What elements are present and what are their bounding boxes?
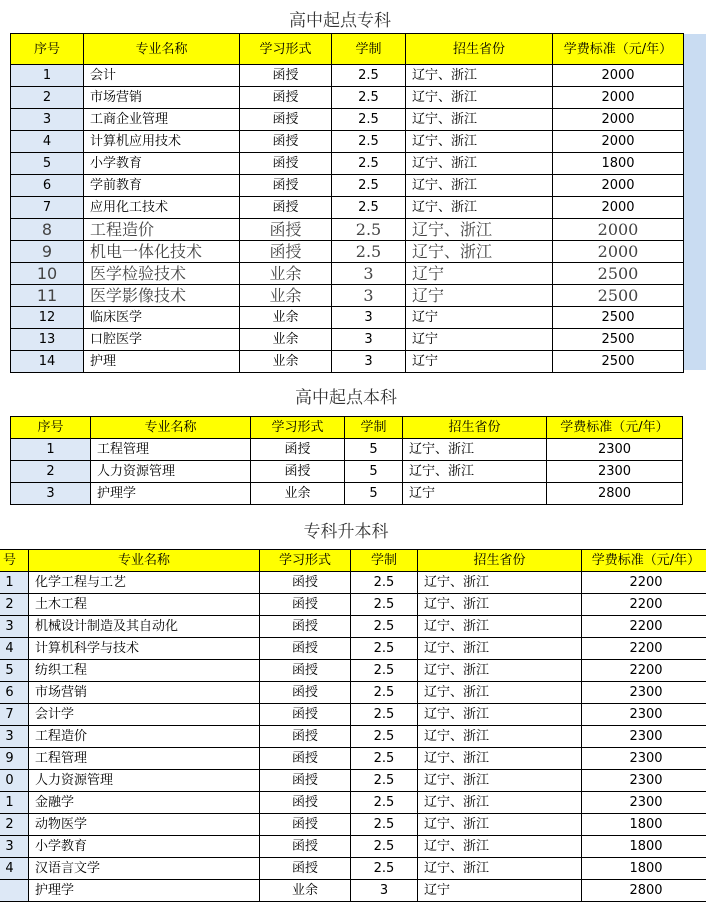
cell-major-name: 口腔医学 (84, 329, 240, 351)
cell-study-mode: 函授 (260, 792, 351, 814)
cell-provinces: 辽宁、浙江 (406, 219, 553, 241)
table-row (0, 704, 706, 726)
table-row (0, 770, 706, 792)
cell-duration: 3 (332, 285, 406, 307)
cell-major-name: 土木工程 (29, 594, 260, 616)
table-row (11, 285, 684, 307)
table-row (0, 660, 706, 682)
cell-study-mode: 函授 (240, 175, 332, 197)
cell-duration: 2.5 (351, 814, 418, 836)
cell-major-name: 工程造价 (84, 219, 240, 241)
column-header-provinces: 招生省份 (418, 550, 582, 572)
cell-seq: 2 (0, 594, 29, 616)
cell-seq: 3 (0, 836, 29, 858)
cell-seq: 12 (11, 307, 84, 329)
cell-duration: 2.5 (332, 241, 406, 263)
cell-duration: 2.5 (351, 660, 418, 682)
cell-tuition: 2200 (582, 616, 706, 638)
table-row (0, 858, 706, 880)
cell-study-mode: 业余 (240, 307, 332, 329)
cell-study-mode: 函授 (260, 638, 351, 660)
cell-tuition: 2300 (582, 704, 706, 726)
cell-tuition: 2000 (553, 65, 684, 87)
cell-provinces: 辽宁、浙江 (406, 109, 553, 131)
table-row (0, 880, 706, 902)
table-row (11, 109, 684, 131)
cell-tuition: 2300 (582, 748, 706, 770)
cell-tuition: 2000 (553, 175, 684, 197)
cell-provinces: 辽宁、浙江 (406, 87, 553, 109)
column-header-tuition: 学费标准（元/年） (547, 417, 683, 439)
cell-duration: 3 (332, 263, 406, 285)
cell-provinces: 辽宁、浙江 (406, 241, 553, 263)
cell-seq: 0 (0, 770, 29, 792)
cell-study-mode: 函授 (240, 65, 332, 87)
cell-major-name: 机电一体化技术 (84, 241, 240, 263)
cell-tuition: 2200 (582, 660, 706, 682)
cell-seq: 6 (0, 682, 29, 704)
cell-tuition: 1800 (582, 814, 706, 836)
cell-provinces: 辽宁、浙江 (418, 858, 582, 880)
cell-seq (0, 880, 29, 902)
cell-tuition: 2300 (582, 726, 706, 748)
cell-seq: 11 (11, 285, 84, 307)
cell-tuition: 1800 (553, 153, 684, 175)
cell-study-mode: 业余 (251, 483, 345, 505)
cell-major-name: 机械设计制造及其自动化 (29, 616, 260, 638)
cell-study-mode: 业余 (240, 329, 332, 351)
cell-major-name: 学前教育 (84, 175, 240, 197)
column-header-provinces: 招生省份 (406, 34, 553, 65)
table-row (0, 792, 706, 814)
cell-study-mode: 业余 (240, 285, 332, 307)
cell-duration: 3 (332, 329, 406, 351)
table-header-row (0, 550, 706, 572)
cell-duration: 2.5 (332, 87, 406, 109)
table-row (0, 836, 706, 858)
cell-duration: 2.5 (332, 153, 406, 175)
cell-major-name: 工程造价 (29, 726, 260, 748)
column-header-major-name: 专业名称 (29, 550, 260, 572)
cell-tuition: 2200 (582, 594, 706, 616)
cell-tuition: 2300 (582, 770, 706, 792)
cell-provinces: 辽宁、浙江 (406, 131, 553, 153)
cell-tuition: 2300 (582, 792, 706, 814)
cell-seq: 3 (11, 109, 84, 131)
cell-seq: 5 (0, 660, 29, 682)
table-row (11, 329, 684, 351)
cell-seq: 6 (11, 175, 84, 197)
cell-duration: 3 (332, 307, 406, 329)
table-gaozhong-zhuanke (10, 33, 684, 373)
cell-study-mode: 函授 (240, 153, 332, 175)
cell-seq: 1 (11, 439, 91, 461)
cell-tuition: 2800 (582, 880, 706, 902)
cell-provinces: 辽宁 (418, 880, 582, 902)
cell-major-name: 汉语言文学 (29, 858, 260, 880)
cell-major-name: 市场营销 (84, 87, 240, 109)
cell-duration: 2.5 (351, 858, 418, 880)
cell-major-name: 会计学 (29, 704, 260, 726)
cell-duration: 2.5 (351, 616, 418, 638)
cell-duration: 2.5 (351, 770, 418, 792)
cell-tuition: 2300 (582, 682, 706, 704)
column-header-major-name: 专业名称 (84, 34, 240, 65)
cell-seq: 3 (0, 616, 29, 638)
cell-duration: 2.5 (332, 197, 406, 219)
cell-seq: 3 (0, 726, 29, 748)
cell-provinces: 辽宁、浙江 (418, 704, 582, 726)
cell-provinces: 辽宁 (406, 263, 553, 285)
cell-major-name: 人力资源管理 (91, 461, 251, 483)
cell-seq: 1 (0, 792, 29, 814)
cell-seq: 7 (11, 197, 84, 219)
cell-provinces: 辽宁、浙江 (418, 748, 582, 770)
cell-tuition: 2500 (553, 351, 684, 373)
cell-tuition: 2000 (553, 241, 684, 263)
cell-duration: 2.5 (351, 726, 418, 748)
cell-major-name: 护理学 (29, 880, 260, 902)
cell-duration: 2.5 (332, 65, 406, 87)
cell-tuition: 1800 (582, 858, 706, 880)
column-header-tuition: 学费标准（元/年） (582, 550, 706, 572)
cell-seq: 4 (11, 131, 84, 153)
table-row (0, 682, 706, 704)
cell-tuition: 2000 (553, 219, 684, 241)
cell-duration: 2.5 (351, 748, 418, 770)
table-row (0, 726, 706, 748)
cell-provinces: 辽宁、浙江 (403, 461, 547, 483)
cell-major-name: 工商企业管理 (84, 109, 240, 131)
cell-seq: 9 (0, 748, 29, 770)
table-header-row (11, 34, 684, 65)
cell-duration: 3 (332, 351, 406, 373)
cell-provinces: 辽宁、浙江 (418, 836, 582, 858)
cell-study-mode: 函授 (260, 594, 351, 616)
row-highlight-strip (683, 34, 706, 370)
cell-study-mode: 函授 (240, 131, 332, 153)
cell-study-mode: 函授 (260, 836, 351, 858)
column-header-study-mode: 学习形式 (240, 34, 332, 65)
cell-duration: 2.5 (351, 682, 418, 704)
cell-major-name: 市场营销 (29, 682, 260, 704)
table-row (11, 351, 684, 373)
cell-tuition: 2300 (547, 461, 683, 483)
table-row (11, 219, 684, 241)
table-row (11, 153, 684, 175)
section-title-zhuanke-sheng-benke: 专科升本科 (0, 517, 692, 542)
column-header-seq: 序号 (11, 417, 91, 439)
cell-duration: 2.5 (332, 131, 406, 153)
cell-seq: 3 (11, 483, 91, 505)
table-row (0, 638, 706, 660)
cell-study-mode: 函授 (260, 858, 351, 880)
table-row (11, 307, 684, 329)
cell-major-name: 金融学 (29, 792, 260, 814)
cell-provinces: 辽宁 (406, 351, 553, 373)
cell-seq: 7 (0, 704, 29, 726)
cell-duration: 2.5 (332, 175, 406, 197)
cell-duration: 5 (345, 461, 403, 483)
cell-duration: 2.5 (332, 109, 406, 131)
cell-provinces: 辽宁、浙江 (418, 770, 582, 792)
cell-study-mode: 函授 (260, 616, 351, 638)
cell-provinces: 辽宁、浙江 (418, 572, 582, 594)
cell-major-name: 动物医学 (29, 814, 260, 836)
cell-study-mode: 函授 (240, 109, 332, 131)
cell-seq: 1 (0, 572, 29, 594)
table-row (0, 814, 706, 836)
cell-study-mode: 函授 (251, 439, 345, 461)
cell-major-name: 工程管理 (29, 748, 260, 770)
cell-duration: 2.5 (351, 836, 418, 858)
cell-seq: 4 (0, 858, 29, 880)
cell-duration: 5 (345, 439, 403, 461)
cell-provinces: 辽宁、浙江 (406, 65, 553, 87)
cell-tuition: 2000 (553, 109, 684, 131)
table-row (11, 241, 684, 263)
cell-tuition: 2300 (547, 439, 683, 461)
column-header-tuition: 学费标准（元/年） (553, 34, 684, 65)
table-gaozhong-benke (10, 416, 683, 505)
table-header-row (11, 417, 683, 439)
column-header-study-mode: 学习形式 (251, 417, 345, 439)
cell-seq: 14 (11, 351, 84, 373)
cell-tuition: 2000 (553, 131, 684, 153)
cell-tuition: 2000 (553, 87, 684, 109)
cell-tuition: 2500 (553, 263, 684, 285)
cell-provinces: 辽宁、浙江 (406, 153, 553, 175)
cell-study-mode: 函授 (240, 197, 332, 219)
cell-major-name: 计算机科学与技术 (29, 638, 260, 660)
cell-study-mode: 函授 (260, 682, 351, 704)
cell-major-name: 医学影像技术 (84, 285, 240, 307)
cell-provinces: 辽宁、浙江 (418, 660, 582, 682)
cell-major-name: 临床医学 (84, 307, 240, 329)
cell-major-name: 计算机应用技术 (84, 131, 240, 153)
cell-seq: 8 (11, 219, 84, 241)
cell-major-name: 纺织工程 (29, 660, 260, 682)
cell-provinces: 辽宁、浙江 (403, 439, 547, 461)
cell-provinces: 辽宁、浙江 (418, 726, 582, 748)
cell-study-mode: 函授 (260, 726, 351, 748)
cell-provinces: 辽宁 (406, 307, 553, 329)
column-header-seq: 号 (0, 550, 29, 572)
cell-major-name: 化学工程与工艺 (29, 572, 260, 594)
cell-duration: 2.5 (332, 219, 406, 241)
cell-major-name: 应用化工技术 (84, 197, 240, 219)
table-row (11, 483, 683, 505)
cell-major-name: 护理学 (91, 483, 251, 505)
section-title-gaozhong-zhuanke: 高中起点专科 (0, 6, 680, 31)
cell-seq: 2 (11, 461, 91, 483)
table-row (0, 572, 706, 594)
cell-seq: 13 (11, 329, 84, 351)
cell-major-name: 护理 (84, 351, 240, 373)
cell-major-name: 小学教育 (29, 836, 260, 858)
cell-study-mode: 函授 (251, 461, 345, 483)
cell-seq: 10 (11, 263, 84, 285)
table-row (11, 197, 684, 219)
cell-seq: 2 (0, 814, 29, 836)
table-row (11, 65, 684, 87)
section-title-gaozhong-benke: 高中起点本科 (0, 383, 692, 408)
table-zhuanke-sheng-benke (0, 549, 706, 902)
cell-tuition: 2800 (547, 483, 683, 505)
cell-seq: 4 (0, 638, 29, 660)
column-header-duration: 学制 (345, 417, 403, 439)
table-row (11, 175, 684, 197)
cell-provinces: 辽宁、浙江 (406, 175, 553, 197)
cell-seq: 9 (11, 241, 84, 263)
column-header-duration: 学制 (351, 550, 418, 572)
cell-study-mode: 函授 (260, 572, 351, 594)
cell-duration: 2.5 (351, 638, 418, 660)
cell-provinces: 辽宁、浙江 (418, 682, 582, 704)
column-header-major-name: 专业名称 (91, 417, 251, 439)
cell-study-mode: 函授 (260, 660, 351, 682)
cell-provinces: 辽宁 (406, 285, 553, 307)
cell-provinces: 辽宁、浙江 (418, 792, 582, 814)
cell-tuition: 2000 (553, 197, 684, 219)
cell-study-mode: 业余 (240, 351, 332, 373)
cell-study-mode: 业余 (240, 263, 332, 285)
cell-duration: 5 (345, 483, 403, 505)
cell-duration: 2.5 (351, 594, 418, 616)
table-row (11, 87, 684, 109)
cell-provinces: 辽宁 (406, 329, 553, 351)
column-header-seq: 序号 (11, 34, 84, 65)
cell-study-mode: 函授 (240, 241, 332, 263)
cell-provinces: 辽宁、浙江 (418, 616, 582, 638)
cell-duration: 3 (351, 880, 418, 902)
cell-major-name: 人力资源管理 (29, 770, 260, 792)
column-header-duration: 学制 (332, 34, 406, 65)
table-row (0, 748, 706, 770)
cell-provinces: 辽宁 (403, 483, 547, 505)
cell-study-mode: 函授 (260, 814, 351, 836)
table-row (0, 616, 706, 638)
cell-tuition: 2200 (582, 572, 706, 594)
cell-duration: 2.5 (351, 792, 418, 814)
cell-duration: 2.5 (351, 704, 418, 726)
table-row (11, 263, 684, 285)
column-header-study-mode: 学习形式 (260, 550, 351, 572)
cell-provinces: 辽宁、浙江 (418, 638, 582, 660)
table-row (11, 439, 683, 461)
table-row (11, 131, 684, 153)
cell-tuition: 2500 (553, 307, 684, 329)
cell-study-mode: 函授 (260, 748, 351, 770)
cell-major-name: 工程管理 (91, 439, 251, 461)
cell-duration: 2.5 (351, 572, 418, 594)
cell-provinces: 辽宁、浙江 (418, 814, 582, 836)
cell-seq: 2 (11, 87, 84, 109)
cell-study-mode: 函授 (260, 704, 351, 726)
cell-provinces: 辽宁、浙江 (418, 594, 582, 616)
cell-tuition: 2200 (582, 638, 706, 660)
cell-seq: 1 (11, 65, 84, 87)
cell-major-name: 医学检验技术 (84, 263, 240, 285)
cell-major-name: 小学教育 (84, 153, 240, 175)
table-row (0, 594, 706, 616)
cell-study-mode: 业余 (260, 880, 351, 902)
column-header-provinces: 招生省份 (403, 417, 547, 439)
cell-tuition: 2500 (553, 285, 684, 307)
cell-study-mode: 函授 (260, 770, 351, 792)
cell-tuition: 2500 (553, 329, 684, 351)
cell-study-mode: 函授 (240, 219, 332, 241)
cell-tuition: 1800 (582, 836, 706, 858)
cell-major-name: 会计 (84, 65, 240, 87)
cell-seq: 5 (11, 153, 84, 175)
cell-provinces: 辽宁、浙江 (406, 197, 553, 219)
cell-study-mode: 函授 (240, 87, 332, 109)
table-row (11, 461, 683, 483)
